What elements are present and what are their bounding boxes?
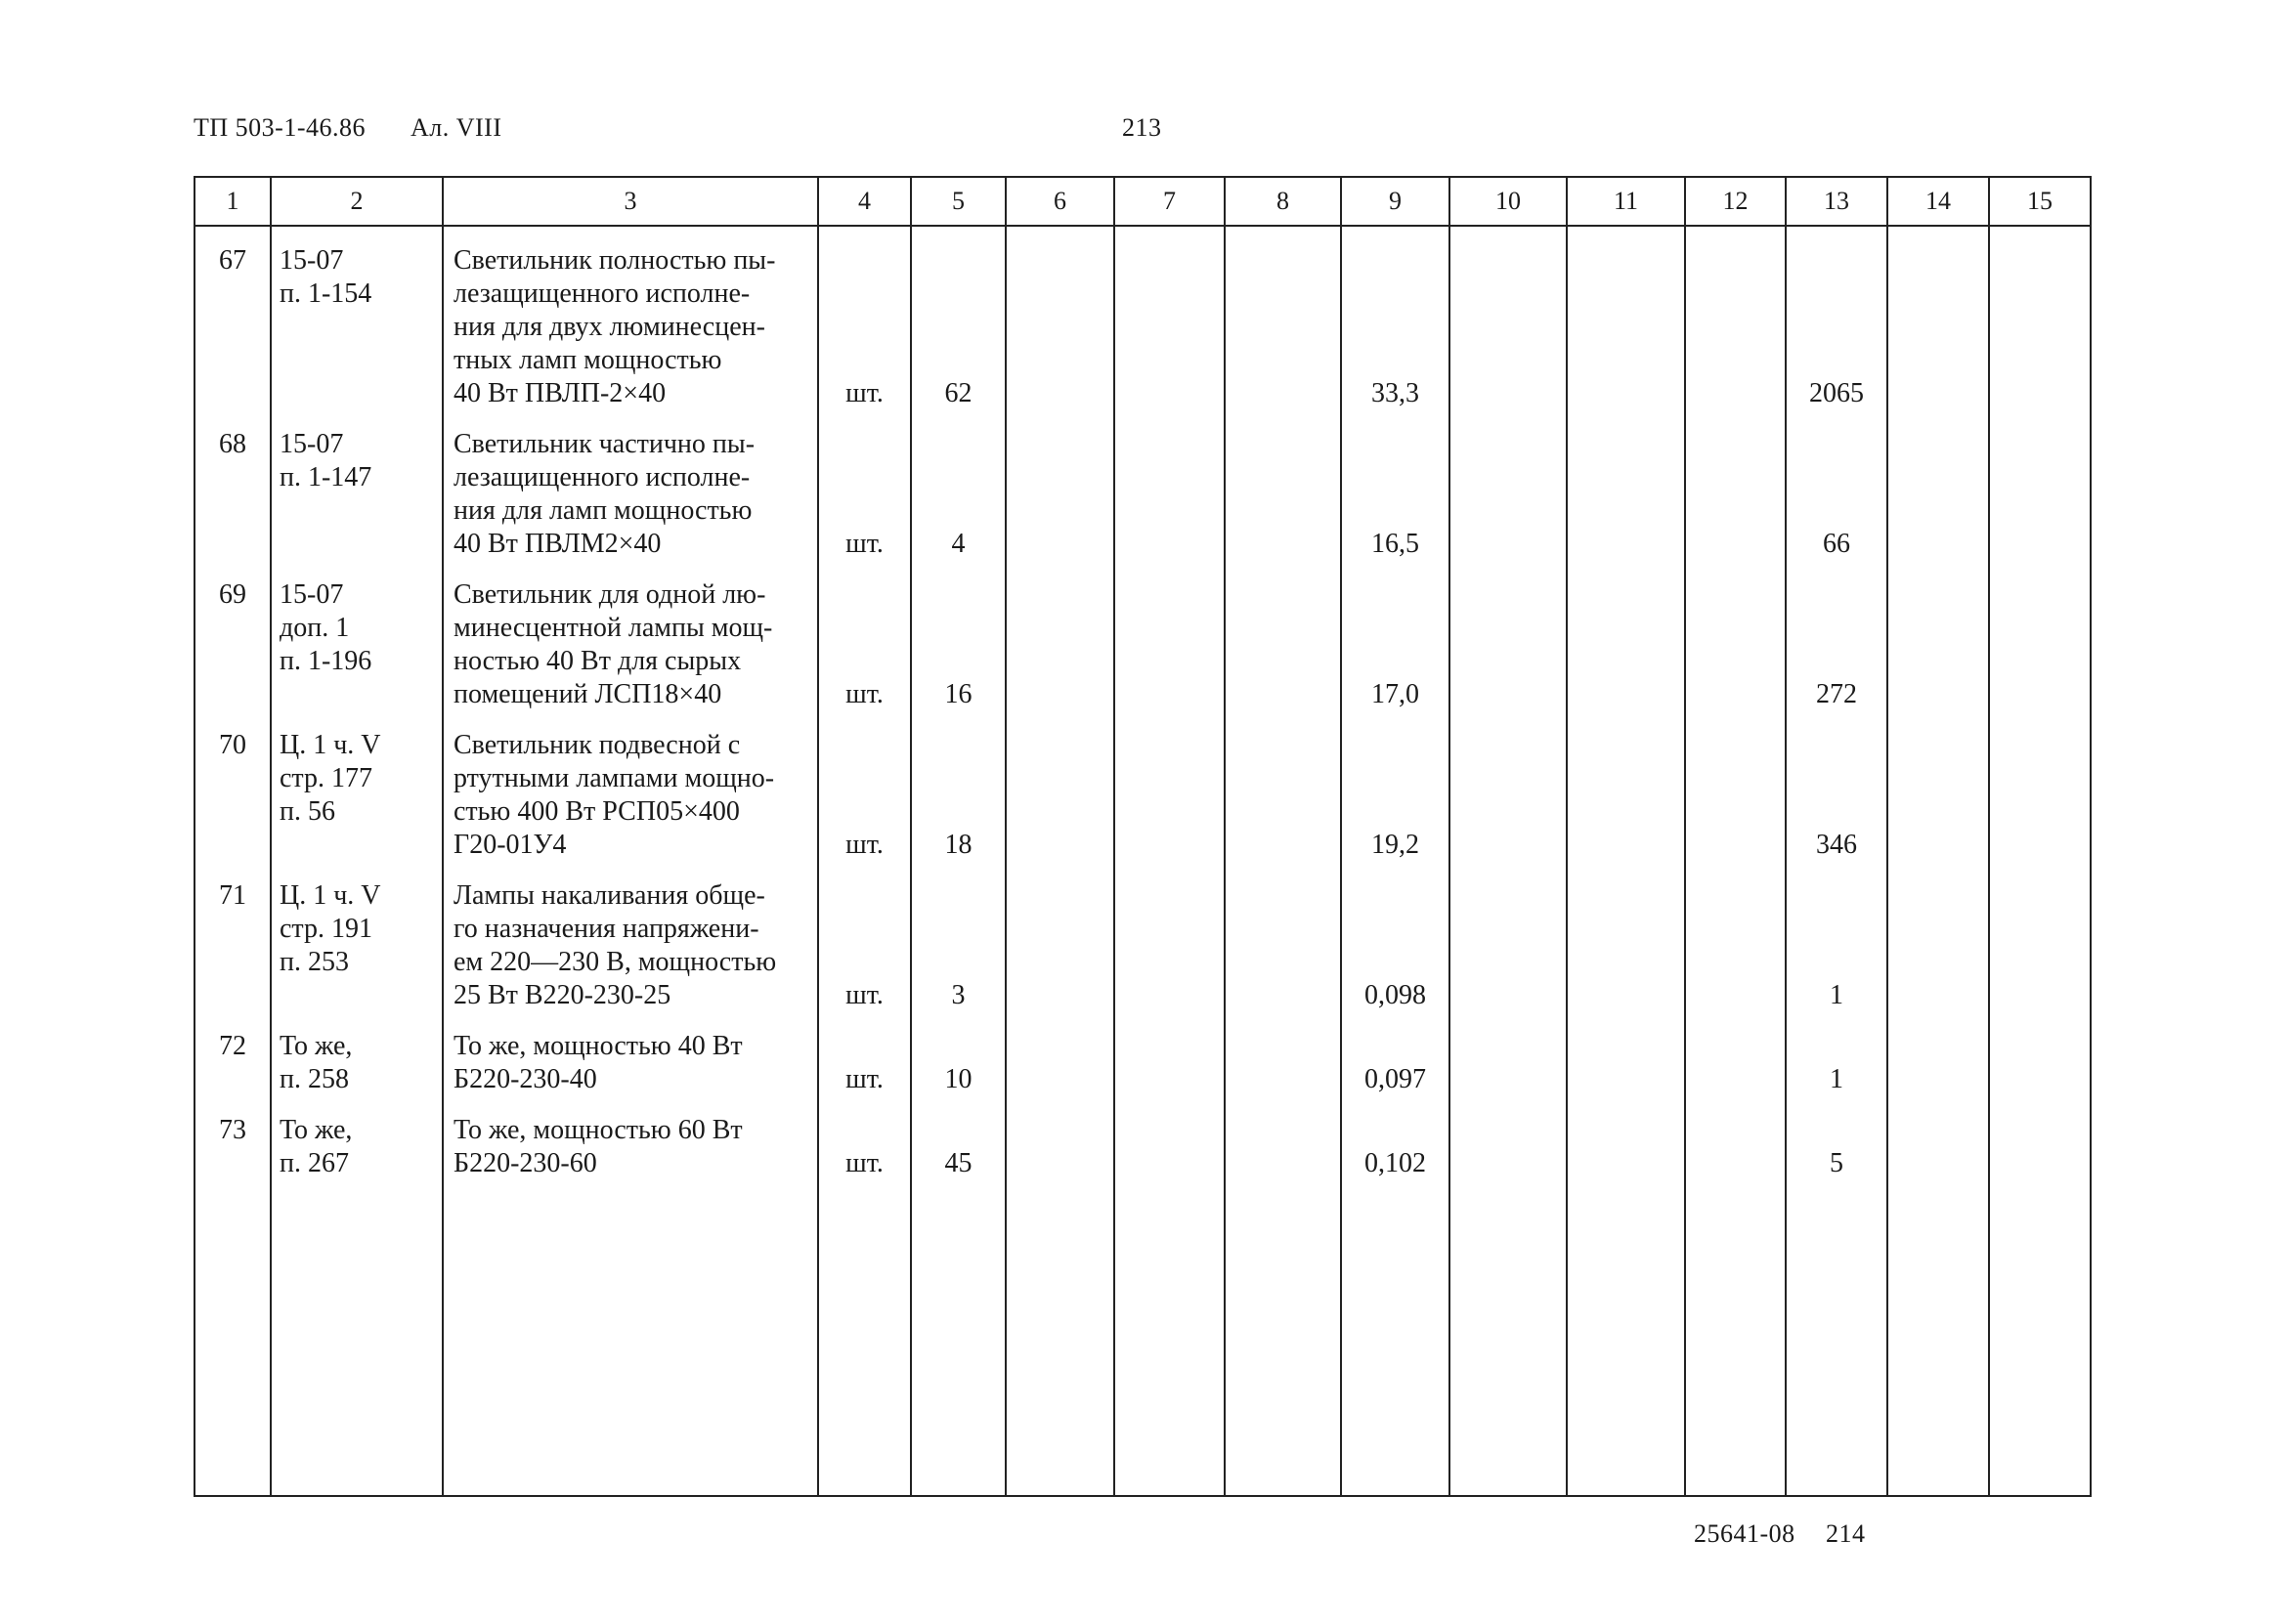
empty-cell — [1887, 1012, 1989, 1096]
qty-cell — [911, 410, 1006, 561]
text-line: 15-07 — [280, 579, 344, 610]
description-cell — [443, 410, 818, 561]
empty-cell — [1887, 1096, 1989, 1180]
empty-cell — [1685, 226, 1786, 410]
row-number — [195, 1012, 271, 1096]
text-line: п. 253 — [280, 947, 349, 977]
unit-cell — [818, 226, 911, 410]
unit-price-cell — [1341, 711, 1449, 862]
qty-cell — [911, 1012, 1006, 1096]
text-line: ем 220—230 В, мощностью — [454, 947, 777, 977]
reference-cell — [271, 226, 443, 410]
text-line: Светильник полностью пы- — [454, 245, 776, 276]
row-number — [195, 711, 271, 862]
empty-cell — [1567, 410, 1685, 561]
empty-cell — [1989, 226, 2091, 410]
row-number-text: 68 — [219, 429, 246, 459]
total-value: 2065 — [1809, 378, 1864, 408]
empty-cell — [1685, 1096, 1786, 1180]
text-line: 15-07 — [280, 245, 344, 276]
qty-value: 16 — [944, 679, 973, 709]
text-line: лезащищенного исполне- — [454, 278, 751, 309]
text-line: п. 267 — [280, 1148, 349, 1178]
text-line: помещений ЛСП18×40 — [454, 679, 722, 709]
text-line: тных ламп мощностью — [454, 345, 722, 375]
text-line: То же, — [280, 1115, 353, 1145]
empty-cell — [911, 1180, 1006, 1496]
empty-cell — [1887, 862, 1989, 1012]
text-line: Светильник для одной лю- — [454, 579, 766, 610]
total-value: 1 — [1830, 1064, 1843, 1094]
reference-cell — [271, 1096, 443, 1180]
total-cell — [1786, 410, 1887, 561]
row-number-text: 70 — [219, 730, 246, 760]
reference-cell — [271, 1012, 443, 1096]
text-line: То же, мощностью 40 Вт — [454, 1031, 743, 1061]
empty-cell — [1567, 862, 1685, 1012]
column-header-6: 6 — [1006, 177, 1114, 226]
unit-value: шт. — [845, 529, 884, 559]
table-filler-row — [195, 1180, 2091, 1496]
empty-cell — [1989, 1096, 2091, 1180]
empty-cell — [1449, 711, 1567, 862]
text-line: То же, мощностью 60 Вт — [454, 1115, 743, 1145]
empty-cell — [1989, 711, 2091, 862]
unit-price-value: 0,097 — [1364, 1064, 1426, 1094]
table-body — [195, 226, 2091, 1496]
empty-cell — [1567, 561, 1685, 711]
unit-value: шт. — [845, 378, 884, 408]
column-header-15: 15 — [1989, 177, 2091, 226]
page-number: 213 — [1122, 113, 1162, 142]
row-number-text: 72 — [219, 1031, 246, 1061]
unit-cell — [818, 1012, 911, 1096]
unit-price-value: 17,0 — [1371, 679, 1419, 709]
empty-cell — [1225, 561, 1341, 711]
reference-cell — [271, 561, 443, 711]
empty-cell — [1225, 410, 1341, 561]
document-code: ТП 503-1-46.86 — [194, 113, 366, 142]
empty-cell — [1685, 1180, 1786, 1496]
empty-cell — [1114, 1180, 1225, 1496]
text-line: Лампы накаливания обще- — [454, 880, 765, 911]
text-line: п. 1-154 — [280, 278, 372, 309]
description-cell — [443, 226, 818, 410]
qty-value: 62 — [944, 378, 973, 408]
unit-price-value: 19,2 — [1371, 830, 1419, 860]
row-number-text: 73 — [219, 1115, 246, 1145]
empty-cell — [1989, 561, 2091, 711]
column-header-3: 3 — [443, 177, 818, 226]
column-header-7: 7 — [1114, 177, 1225, 226]
empty-cell — [1989, 410, 2091, 561]
column-number-row — [195, 177, 2091, 226]
text-line: минесцентной лампы мощ- — [454, 613, 773, 643]
empty-cell — [1887, 226, 1989, 410]
empty-cell — [1006, 410, 1114, 561]
empty-cell — [1225, 862, 1341, 1012]
text-line: ностью 40 Вт для сырых — [454, 646, 742, 676]
qty-value: 45 — [944, 1148, 973, 1178]
empty-cell — [271, 1180, 443, 1496]
unit-cell — [818, 561, 911, 711]
unit-price-cell — [1341, 226, 1449, 410]
text-line: 40 Вт ПВЛМ2×40 — [454, 529, 662, 559]
empty-cell — [1685, 1012, 1786, 1096]
total-value: 1 — [1830, 980, 1843, 1010]
empty-cell — [195, 1180, 271, 1496]
empty-cell — [1225, 226, 1341, 410]
unit-cell — [818, 1096, 911, 1180]
table-row — [195, 410, 2091, 561]
empty-cell — [1114, 862, 1225, 1012]
text-line: Светильник подвесной с — [454, 730, 741, 760]
empty-cell — [1006, 711, 1114, 862]
text-line: доп. 1 — [280, 613, 350, 643]
description-cell — [443, 862, 818, 1012]
empty-cell — [1567, 1096, 1685, 1180]
unit-value: шт. — [845, 980, 884, 1010]
qty-value: 18 — [944, 830, 973, 860]
text-line: Ц. 1 ч. V — [280, 880, 381, 911]
empty-cell — [1114, 711, 1225, 862]
text-line: То же, — [280, 1031, 353, 1061]
empty-cell — [1449, 1012, 1567, 1096]
empty-cell — [1567, 1180, 1685, 1496]
empty-cell — [1341, 1180, 1449, 1496]
column-header-2: 2 — [271, 177, 443, 226]
empty-cell — [1449, 410, 1567, 561]
column-header-1: 1 — [195, 177, 271, 226]
table-row — [195, 561, 2091, 711]
unit-value: шт. — [845, 1148, 884, 1178]
total-cell — [1786, 1012, 1887, 1096]
empty-cell — [1449, 561, 1567, 711]
description-cell — [443, 1012, 818, 1096]
text-line: 25 Вт В220-230-25 — [454, 980, 671, 1010]
unit-value: шт. — [845, 679, 884, 709]
reference-cell — [271, 410, 443, 561]
empty-cell — [1567, 711, 1685, 862]
empty-cell — [1006, 1180, 1114, 1496]
reference-cell — [271, 862, 443, 1012]
empty-cell — [1449, 862, 1567, 1012]
column-header-5: 5 — [911, 177, 1006, 226]
text-line: Б220-230-60 — [454, 1148, 597, 1178]
empty-cell — [1567, 1012, 1685, 1096]
empty-cell — [1887, 410, 1989, 561]
empty-cell — [1225, 1180, 1341, 1496]
text-line: Г20-01У4 — [454, 830, 567, 860]
column-header-9: 9 — [1341, 177, 1449, 226]
empty-cell — [1225, 711, 1341, 862]
text-line: Б220-230-40 — [454, 1064, 597, 1094]
empty-cell — [818, 1180, 911, 1496]
unit-cell — [818, 862, 911, 1012]
total-value: 5 — [1830, 1148, 1843, 1178]
text-line: 15-07 — [280, 429, 344, 459]
total-cell — [1786, 862, 1887, 1012]
empty-cell — [1006, 1012, 1114, 1096]
empty-cell — [1006, 561, 1114, 711]
empty-cell — [1887, 1180, 1989, 1496]
empty-cell — [1449, 1180, 1567, 1496]
empty-cell — [1006, 1096, 1114, 1180]
row-number — [195, 862, 271, 1012]
unit-value: шт. — [845, 830, 884, 860]
unit-price-cell — [1341, 1012, 1449, 1096]
column-header-4: 4 — [818, 177, 911, 226]
qty-value: 3 — [951, 980, 966, 1010]
empty-cell — [1887, 711, 1989, 862]
qty-cell — [911, 1096, 1006, 1180]
specification-table — [194, 176, 2092, 1497]
unit-cell — [818, 711, 911, 862]
total-value: 66 — [1823, 529, 1850, 559]
unit-price-value: 0,102 — [1364, 1148, 1426, 1178]
description-cell — [443, 711, 818, 862]
description-cell — [443, 561, 818, 711]
total-value: 346 — [1816, 830, 1857, 860]
qty-cell — [911, 862, 1006, 1012]
text-line: стр. 177 — [280, 763, 373, 793]
row-number-text: 67 — [219, 245, 246, 276]
empty-cell — [1114, 1096, 1225, 1180]
text-line: ртутными лампами мощно- — [454, 763, 775, 793]
total-cell — [1786, 561, 1887, 711]
table-row — [195, 1012, 2091, 1096]
qty-cell — [911, 226, 1006, 410]
unit-price-cell — [1341, 410, 1449, 561]
empty-cell — [1114, 1012, 1225, 1096]
reference-cell — [271, 711, 443, 862]
empty-cell — [1685, 862, 1786, 1012]
empty-cell — [1989, 862, 2091, 1012]
empty-cell — [1989, 1180, 2091, 1496]
empty-cell — [1786, 1180, 1887, 1496]
empty-cell — [1685, 561, 1786, 711]
empty-cell — [1006, 862, 1114, 1012]
empty-cell — [1006, 226, 1114, 410]
qty-cell — [911, 711, 1006, 862]
row-number — [195, 410, 271, 561]
empty-cell — [1449, 226, 1567, 410]
empty-cell — [1989, 1012, 2091, 1096]
total-cell — [1786, 226, 1887, 410]
unit-price-cell — [1341, 1096, 1449, 1180]
empty-cell — [1114, 561, 1225, 711]
total-cell — [1786, 1096, 1887, 1180]
column-header-11: 11 — [1567, 177, 1685, 226]
text-line: п. 1-147 — [280, 462, 372, 492]
empty-cell — [1567, 226, 1685, 410]
unit-price-value: 33,3 — [1371, 378, 1419, 408]
footer-page-number: 214 — [1826, 1519, 1866, 1548]
text-line: лезащищенного исполне- — [454, 462, 751, 492]
empty-cell — [443, 1180, 818, 1496]
text-line: п. 56 — [280, 796, 335, 827]
row-number-text: 69 — [219, 579, 246, 610]
table-row — [195, 711, 2091, 862]
empty-cell — [1114, 410, 1225, 561]
text-line: Ц. 1 ч. V — [280, 730, 381, 760]
empty-cell — [1225, 1096, 1341, 1180]
text-line: го назначения напряжени- — [454, 914, 759, 944]
table-row — [195, 1096, 2091, 1180]
unit-price-value: 0,098 — [1364, 980, 1426, 1010]
description-cell — [443, 1096, 818, 1180]
row-number — [195, 1096, 271, 1180]
unit-cell — [818, 410, 911, 561]
text-line: стр. 191 — [280, 914, 373, 944]
sheet-label: Ал. VIII — [411, 113, 502, 142]
text-line: 40 Вт ПВЛП-2×40 — [454, 378, 667, 408]
empty-cell — [1685, 410, 1786, 561]
text-line: стью 400 Вт РСП05×400 — [454, 796, 740, 827]
footer-code: 25641-08 — [1694, 1519, 1795, 1548]
total-value: 272 — [1816, 679, 1857, 709]
empty-cell — [1685, 711, 1786, 862]
qty-value: 10 — [944, 1064, 973, 1094]
empty-cell — [1114, 226, 1225, 410]
column-header-13: 13 — [1786, 177, 1887, 226]
text-line: ния для ламп мощностью — [454, 495, 753, 526]
unit-price-cell — [1341, 862, 1449, 1012]
unit-price-cell — [1341, 561, 1449, 711]
text-line: п. 1-196 — [280, 646, 372, 676]
table-row — [195, 226, 2091, 410]
empty-cell — [1449, 1096, 1567, 1180]
qty-value: 4 — [951, 529, 966, 559]
table-row — [195, 862, 2091, 1012]
empty-cell — [1887, 561, 1989, 711]
unit-value: шт. — [845, 1064, 884, 1094]
qty-cell — [911, 561, 1006, 711]
row-number-text: 71 — [219, 880, 246, 911]
total-cell — [1786, 711, 1887, 862]
text-line: Светильник частично пы- — [454, 429, 756, 459]
column-header-8: 8 — [1225, 177, 1341, 226]
text-line: ния для двух люминесцен- — [454, 312, 765, 342]
column-header-10: 10 — [1449, 177, 1567, 226]
row-number — [195, 561, 271, 711]
row-number — [195, 226, 271, 410]
empty-cell — [1225, 1012, 1341, 1096]
text-line: п. 258 — [280, 1064, 349, 1094]
column-header-12: 12 — [1685, 177, 1786, 226]
column-header-14: 14 — [1887, 177, 1989, 226]
unit-price-value: 16,5 — [1371, 529, 1419, 559]
